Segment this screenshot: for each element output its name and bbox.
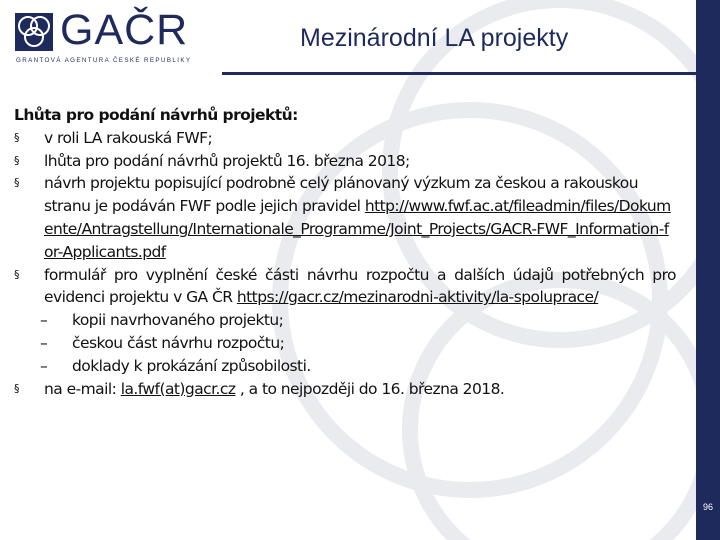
page-number: 96 [702,502,713,512]
title-divider [222,72,696,75]
sub-list-item-text: českou část návrhu rozpočtu; [72,333,285,352]
gacr-la-link[interactable]: https://gacr.cz/mezinarodni-aktivity/la-spoluprace/ [236,288,599,307]
bullet-icon: § [14,381,19,395]
list-item [14,127,676,150]
logo-text: GAČR [60,6,189,54]
main-content [14,104,676,400]
logo-subtitle: GRANTOVÁ AGENTURA ČESKÉ REPUBLIKY [16,57,192,64]
sub-list-item [14,309,676,332]
sub-list-item [14,355,676,378]
list-item [14,172,676,263]
list-item-text: formulář pro vyplnění české části návrhu rozpočtu a dalších údajů potřebných pro evidenci projektu v GA ČR [44,265,676,307]
email-link[interactable]: la.fwf(at)gacr.cz [120,379,236,398]
gacr-logo [14,6,192,68]
sub-list-item [14,332,676,355]
bullet-icon: § [14,267,19,281]
section-heading: Lhůta pro podání návrhů projektů: [14,106,298,124]
list-item [14,150,676,173]
list-item-text: , a to nejpozději do 16. března 2018. [239,379,505,398]
bullet-icon: § [14,130,19,144]
fwf-info-link[interactable]: http://www.fwf.ac.at/fileadmin/files/Dokumente/Antragstellung/Internationale_Programme/Joint_Projects/GACR-FWF_Information-for-Applicants.pdf [44,197,671,261]
list-item-text: návrh projektu popisující podrobně celý plánovaný výzkum za českou a rakouskou stranu je podáván FWF podle jejich pravidel [44,174,639,216]
sub-list-item-text: kopii navrhovaného projektu; [72,311,284,330]
right-side-bar [696,0,720,540]
list-item-text: na e-mail: [44,379,117,398]
sub-list-item-text: doklady k prokázání způsobilosti. [72,356,311,375]
bullet-icon: § [14,176,19,190]
bullet-icon: § [14,153,19,167]
dash-bullet: – [40,311,48,330]
page-title: Mezinárodní LA projekty [300,24,569,52]
list-item-text: v roli LA rakouská FWF; [44,128,213,147]
list-item [14,378,676,401]
dash-bullet: – [40,356,48,375]
logo-emblem-icon [14,12,54,52]
list-item-text: lhůta pro podání návrhů projektů 16. března 2018; [44,151,410,170]
dash-bullet: – [40,333,48,352]
list-item [14,264,676,310]
